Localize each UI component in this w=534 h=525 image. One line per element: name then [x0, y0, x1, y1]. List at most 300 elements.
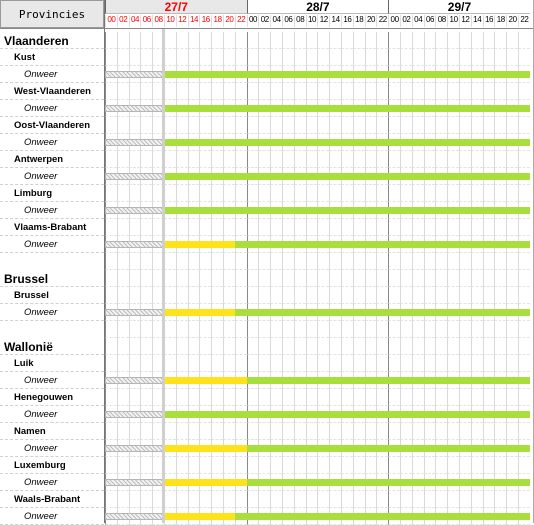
- grid-cell: [435, 423, 447, 440]
- grid-cell: [424, 151, 436, 168]
- grid-cell: [459, 321, 471, 338]
- hour-label: 20: [365, 15, 377, 27]
- grid-cell: [483, 457, 495, 474]
- grid-cell: [164, 338, 176, 355]
- grid-cell: [164, 457, 176, 474]
- grid-cell: [247, 423, 259, 440]
- grid-cell: [365, 287, 377, 304]
- hazard-row[interactable]: [0, 100, 104, 117]
- warning-bar-green[interactable]: [164, 105, 530, 112]
- province-row[interactable]: [0, 49, 104, 66]
- grid-cell: [247, 287, 259, 304]
- grid-cell: [211, 32, 223, 49]
- grid-cell: [388, 457, 400, 474]
- province-row[interactable]: [0, 185, 104, 202]
- grid-cell: [247, 219, 259, 236]
- grid-cell: [471, 321, 483, 338]
- grid-cell: [341, 219, 353, 236]
- grid-cell: [164, 253, 176, 270]
- grid-cell: [447, 83, 459, 100]
- grid-cell: [306, 287, 318, 304]
- grid-cell: [258, 253, 270, 270]
- grid-cell: [341, 338, 353, 355]
- grid-cell: [282, 83, 294, 100]
- grid-cell: [471, 32, 483, 49]
- grid-cell: [518, 253, 530, 270]
- grid-cell: [235, 355, 247, 372]
- grid-cell: [388, 32, 400, 49]
- past-hatch: [105, 241, 164, 248]
- grid-cell: [294, 338, 306, 355]
- grid-cell: [435, 491, 447, 508]
- grid-cell: [317, 151, 329, 168]
- province-row[interactable]: [0, 457, 104, 474]
- grid-cell: [459, 355, 471, 372]
- grid-cell: [306, 151, 318, 168]
- warning-bar-yellow[interactable]: [164, 513, 235, 520]
- grid-cell: [258, 151, 270, 168]
- grid-cell: [412, 491, 424, 508]
- grid-cell: [117, 355, 129, 372]
- grid-cell: [294, 321, 306, 338]
- grid-cell: [483, 151, 495, 168]
- grid-cell: [211, 117, 223, 134]
- grid-cell: [329, 253, 341, 270]
- grid-cell: [400, 219, 412, 236]
- province-row[interactable]: [0, 219, 104, 236]
- grid-cell: [199, 117, 211, 134]
- grid-cell: [447, 185, 459, 202]
- grid-cell: [376, 151, 388, 168]
- grid-cell: [494, 355, 506, 372]
- hazard-label: Onweer: [24, 69, 58, 80]
- grid-cell: [518, 389, 530, 406]
- grid-cell: [129, 117, 141, 134]
- grid-cell: [506, 253, 518, 270]
- grid-cell: [471, 185, 483, 202]
- grid-cell: [188, 287, 200, 304]
- hazard-row[interactable]: [0, 202, 104, 219]
- grid-cell: [129, 151, 141, 168]
- grid-cell: [188, 389, 200, 406]
- grid-cell: [188, 49, 200, 66]
- grid-cell: [447, 491, 459, 508]
- grid-cell: [140, 49, 152, 66]
- grid-cell: [329, 117, 341, 134]
- grid-cell: [223, 270, 235, 287]
- grid-cell: [365, 151, 377, 168]
- grid-cell: [447, 32, 459, 49]
- grid-cell: [518, 83, 530, 100]
- grid-cell: [400, 338, 412, 355]
- grid-cell: [518, 321, 530, 338]
- grid-cell: [176, 32, 188, 49]
- grid-cell: [117, 32, 129, 49]
- hour-label: 06: [424, 15, 436, 27]
- grid-cell: [483, 83, 495, 100]
- grid-cell: [483, 423, 495, 440]
- hazard-label: Onweer: [24, 375, 58, 386]
- grid-cell: [353, 49, 365, 66]
- grid-cell: [518, 270, 530, 287]
- grid-cell: [353, 321, 365, 338]
- grid-cell: [270, 83, 282, 100]
- grid-cell: [459, 423, 471, 440]
- grid-cell: [140, 151, 152, 168]
- grid-cell: [140, 185, 152, 202]
- hour-label: 04: [412, 15, 424, 27]
- grid-cell: [105, 117, 117, 134]
- grid-cell: [412, 321, 424, 338]
- hazard-row[interactable]: [0, 304, 104, 321]
- warning-bar-green[interactable]: [164, 139, 530, 146]
- hour-label: 12: [459, 15, 471, 27]
- grid-cell: [105, 287, 117, 304]
- warning-bar-green[interactable]: [247, 377, 530, 384]
- grid-cell: [506, 49, 518, 66]
- grid-cell: [223, 321, 235, 338]
- grid-cell: [282, 219, 294, 236]
- warning-bar-yellow[interactable]: [164, 309, 235, 316]
- grid-cell: [306, 457, 318, 474]
- grid-cell: [388, 253, 400, 270]
- grid-cell: [329, 389, 341, 406]
- grid-cell: [247, 83, 259, 100]
- grid-cell: [188, 457, 200, 474]
- grid-cell: [459, 117, 471, 134]
- grid-cell: [494, 151, 506, 168]
- grid-cell: [424, 355, 436, 372]
- grid-cell: [306, 83, 318, 100]
- grid-cell: [294, 491, 306, 508]
- grid-cell: [117, 389, 129, 406]
- grid-cell: [105, 457, 117, 474]
- province-row[interactable]: [0, 151, 104, 168]
- grid-cell: [506, 321, 518, 338]
- grid-cell: [459, 287, 471, 304]
- grid-cell: [105, 151, 117, 168]
- grid-cell: [247, 117, 259, 134]
- grid-cell: [400, 32, 412, 49]
- grid-cell: [412, 338, 424, 355]
- hour-label: 00: [247, 15, 259, 27]
- grid-cell: [329, 321, 341, 338]
- province-name: Vlaams-Brabant: [14, 222, 87, 233]
- grid-cell: [376, 270, 388, 287]
- grid-cell: [518, 185, 530, 202]
- hour-label: 16: [483, 15, 495, 27]
- grid-cell: [294, 219, 306, 236]
- region-title: [0, 32, 104, 49]
- hour-label: 02: [117, 15, 129, 27]
- past-hatch: [105, 411, 164, 418]
- hazard-row[interactable]: [0, 406, 104, 423]
- grid-cell: [282, 151, 294, 168]
- grid-cell: [164, 321, 176, 338]
- hour-label: 04: [129, 15, 141, 27]
- grid-cell: [306, 32, 318, 49]
- province-name: Limburg: [14, 188, 52, 199]
- warning-bar-green[interactable]: [247, 445, 530, 452]
- grid-cell: [424, 185, 436, 202]
- warning-bar-green[interactable]: [235, 309, 530, 316]
- hazard-row[interactable]: [0, 372, 104, 389]
- hazard-row[interactable]: [0, 66, 104, 83]
- past-hatch: [105, 105, 164, 112]
- grid-cell: [388, 423, 400, 440]
- grid-cell: [188, 151, 200, 168]
- grid-cell: [506, 151, 518, 168]
- grid-cell: [176, 321, 188, 338]
- grid-cell: [459, 253, 471, 270]
- grid-cell: [117, 457, 129, 474]
- grid-cell: [353, 355, 365, 372]
- grid-cell: [199, 491, 211, 508]
- grid-cell: [247, 270, 259, 287]
- grid-cell: [129, 253, 141, 270]
- grid-cell: [247, 185, 259, 202]
- grid-cell: [140, 338, 152, 355]
- grid-cell: [353, 219, 365, 236]
- hazard-row[interactable]: [0, 236, 104, 253]
- grid-cell: [424, 219, 436, 236]
- grid-cell: [129, 338, 141, 355]
- grid-cell: [376, 423, 388, 440]
- grid-cell: [258, 338, 270, 355]
- grid-cell: [341, 151, 353, 168]
- day-label: 27/7: [105, 0, 247, 14]
- warning-bar-green[interactable]: [164, 173, 530, 180]
- grid-cell: [235, 117, 247, 134]
- grid-cell: [483, 321, 495, 338]
- grid-cell: [317, 338, 329, 355]
- grid-cell: [105, 219, 117, 236]
- grid-cell: [211, 457, 223, 474]
- grid-cell: [176, 253, 188, 270]
- grid-cell: [235, 321, 247, 338]
- grid-cell: [329, 270, 341, 287]
- past-hatch: [105, 309, 164, 316]
- grid-cell: [188, 423, 200, 440]
- grid-cell: [211, 423, 223, 440]
- row-divider: [0, 252, 104, 253]
- grid-cell: [317, 32, 329, 49]
- grid-cell: [435, 355, 447, 372]
- grid-cell: [129, 355, 141, 372]
- grid-cell: [105, 423, 117, 440]
- province-row[interactable]: [0, 355, 104, 372]
- grid-cell: [494, 219, 506, 236]
- grid-cell: [341, 355, 353, 372]
- hazard-row[interactable]: [0, 474, 104, 491]
- grid-cell: [117, 151, 129, 168]
- province-name: Kust: [14, 52, 36, 63]
- warning-bar-green[interactable]: [164, 71, 530, 78]
- grid-cell: [353, 270, 365, 287]
- grid-cell: [199, 253, 211, 270]
- warning-bar-green[interactable]: [164, 411, 530, 418]
- grid-cell: [365, 117, 377, 134]
- grid-cell: [376, 389, 388, 406]
- grid-cell: [435, 151, 447, 168]
- grid-cell: [199, 185, 211, 202]
- grid-cell: [365, 83, 377, 100]
- grid-cell: [258, 49, 270, 66]
- grid-cell: [447, 117, 459, 134]
- grid-cell: [294, 83, 306, 100]
- warning-bar-green[interactable]: [235, 241, 530, 248]
- warning-bar-yellow[interactable]: [164, 241, 235, 248]
- grid-cell: [105, 389, 117, 406]
- grid-cell: [494, 253, 506, 270]
- grid-cell: [483, 491, 495, 508]
- grid-cell: [412, 185, 424, 202]
- grid-cell: [459, 270, 471, 287]
- grid-cell: [341, 253, 353, 270]
- hazard-label: Onweer: [24, 239, 58, 250]
- grid-cell: [199, 389, 211, 406]
- grid-cell: [400, 389, 412, 406]
- warning-bar-yellow[interactable]: [164, 479, 247, 486]
- warning-bar-green[interactable]: [164, 207, 530, 214]
- grid-cell: [199, 270, 211, 287]
- grid-cell: [129, 389, 141, 406]
- province-row[interactable]: [0, 83, 104, 100]
- grid-cell: [494, 457, 506, 474]
- grid-cell: [282, 423, 294, 440]
- grid-cell: [211, 151, 223, 168]
- grid-cell: [388, 219, 400, 236]
- grid-cell: [447, 321, 459, 338]
- warning-bar-yellow[interactable]: [164, 377, 247, 384]
- grid-cell: [365, 355, 377, 372]
- grid-cell: [270, 151, 282, 168]
- grid-cell: [117, 117, 129, 134]
- grid-cell: [176, 83, 188, 100]
- grid-cell: [317, 423, 329, 440]
- grid-cell: [400, 117, 412, 134]
- grid-cell: [353, 457, 365, 474]
- grid-cell: [329, 83, 341, 100]
- grid-cell: [223, 49, 235, 66]
- grid-cell: [400, 287, 412, 304]
- grid-cell: [471, 151, 483, 168]
- hazard-row[interactable]: [0, 508, 104, 525]
- grid-cell: [294, 151, 306, 168]
- grid-cell: [294, 355, 306, 372]
- hour-label: 06: [282, 15, 294, 27]
- warning-bar-green[interactable]: [247, 479, 530, 486]
- hour-label: 08: [152, 15, 164, 27]
- grid-cell: [400, 457, 412, 474]
- hour-label: 16: [199, 15, 211, 27]
- grid-cell: [306, 219, 318, 236]
- grid-cell: [388, 355, 400, 372]
- hour-label: 18: [211, 15, 223, 27]
- grid-cell: [258, 117, 270, 134]
- hour-label: 02: [258, 15, 270, 27]
- hazard-row[interactable]: [0, 134, 104, 151]
- grid-cell: [471, 457, 483, 474]
- grid-cell: [188, 32, 200, 49]
- grid-cell: [117, 270, 129, 287]
- day-label: 29/7: [388, 0, 530, 14]
- grid-cell: [129, 423, 141, 440]
- province-name: West-Vlaanderen: [14, 86, 91, 97]
- grid-cell: [270, 491, 282, 508]
- hour-label: 20: [506, 15, 518, 27]
- grid-cell: [211, 83, 223, 100]
- grid-cell: [223, 423, 235, 440]
- grid-cell: [117, 287, 129, 304]
- grid-cell: [176, 117, 188, 134]
- hazard-label: Onweer: [24, 443, 58, 454]
- grid-cell: [341, 423, 353, 440]
- grid-cell: [294, 389, 306, 406]
- grid-cell: [129, 287, 141, 304]
- hazard-row[interactable]: [0, 168, 104, 185]
- grid-cell: [247, 151, 259, 168]
- warning-bar-yellow[interactable]: [164, 445, 247, 452]
- grid-cell: [341, 270, 353, 287]
- grid-cell: [365, 423, 377, 440]
- grid-cell: [329, 151, 341, 168]
- province-row[interactable]: [0, 389, 104, 406]
- grid-cell: [424, 423, 436, 440]
- grid-cell: [353, 338, 365, 355]
- grid-cell: [376, 219, 388, 236]
- grid-cell: [223, 355, 235, 372]
- hour-label: 10: [447, 15, 459, 27]
- hazard-label: Onweer: [24, 137, 58, 148]
- grid-cell: [494, 32, 506, 49]
- grid-cell: [105, 185, 117, 202]
- grid-cell: [388, 491, 400, 508]
- grid-cell: [447, 270, 459, 287]
- province-row[interactable]: [0, 423, 104, 440]
- grid-cell: [341, 287, 353, 304]
- grid-cell: [365, 389, 377, 406]
- hazard-row[interactable]: [0, 440, 104, 457]
- grid-cell: [105, 338, 117, 355]
- province-row[interactable]: [0, 287, 104, 304]
- grid-cell: [459, 151, 471, 168]
- province-name: Henegouwen: [14, 392, 74, 403]
- grid-cell: [199, 219, 211, 236]
- grid-cell: [199, 49, 211, 66]
- grid-cell: [176, 338, 188, 355]
- grid-cell: [176, 185, 188, 202]
- province-row[interactable]: [0, 117, 104, 134]
- grid-cell: [105, 270, 117, 287]
- grid-cell: [483, 338, 495, 355]
- grid-cell: [341, 457, 353, 474]
- province-row[interactable]: [0, 491, 104, 508]
- grid-cell: [235, 185, 247, 202]
- grid-cell: [424, 491, 436, 508]
- grid-cell: [483, 270, 495, 287]
- grid-cell: [412, 83, 424, 100]
- grid-cell: [188, 338, 200, 355]
- grid-cell: [140, 423, 152, 440]
- warning-bar-green[interactable]: [235, 513, 530, 520]
- past-hatch: [105, 513, 164, 520]
- province-name: Antwerpen: [14, 154, 64, 165]
- grid-cell: [424, 32, 436, 49]
- grid-cell: [247, 253, 259, 270]
- grid-cell: [188, 219, 200, 236]
- grid-cell: [247, 355, 259, 372]
